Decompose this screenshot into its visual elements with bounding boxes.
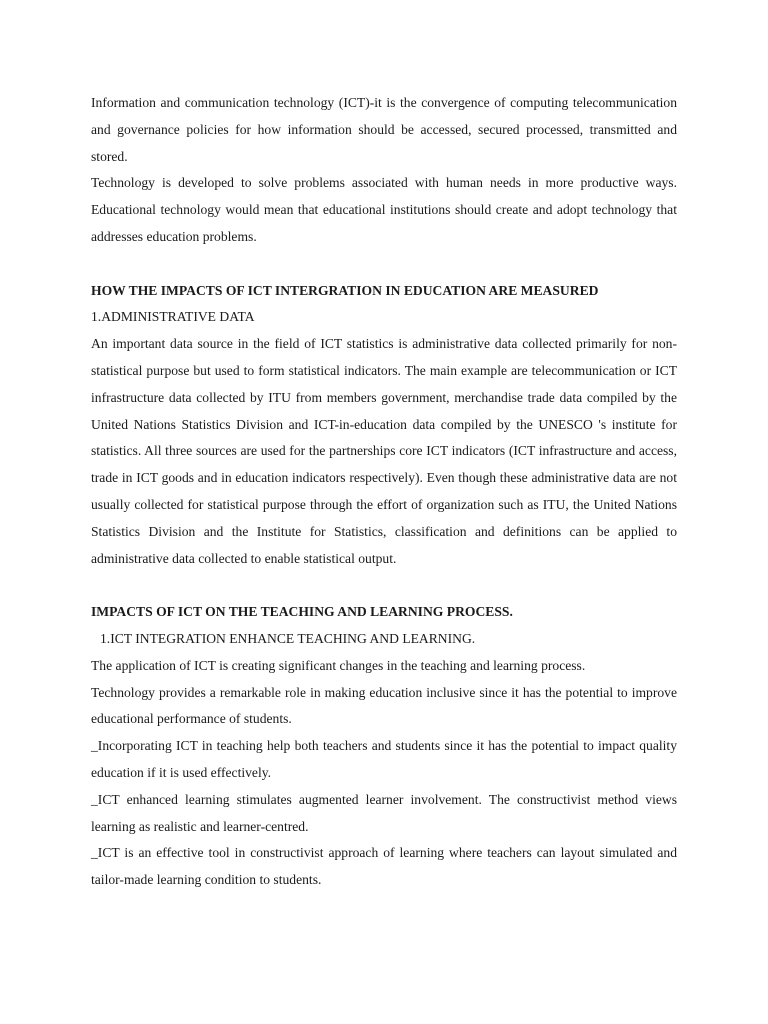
section-2-paragraph: _Incorporating ICT in teaching help both teachers and students since it has the potential to impact quality education if it is used effectively. bbox=[91, 738, 677, 780]
section-1-heading: HOW THE IMPACTS OF ICT INTERGRATION IN EDUCATION ARE MEASURED bbox=[91, 282, 599, 298]
spacer bbox=[91, 572, 677, 599]
section-1-body: An important data source in the field of ICT statistics is administrative data collected primarily for non-statistical purpose but used to form statistical indicators. The main example are telecommunication or ICT infrastructure data collected by ITU from members government, merchandise trade data compiled by the United Nations Statistics Division and ICT-in-education data compiled by the UNESCO 's institute for statistics. All three sources are used for the partnerships core ICT indicators (ICT infrastructure and access, trade in ICT goods and in education indicators respectively). Even though these administrative data are not usually collected for statistical purpose through the effort of organization such as ITU, the United Nations Statistics Division and the Institute for Statistics, classification and definitions can be applied to administrative data collected to enable statistical output. bbox=[91, 336, 677, 566]
intro-paragraph-1: Information and communication technology (ICT)-it is the convergence of computing telecommunication and governance policies for how information should be accessed, secured processed, transmitted and stored. bbox=[91, 95, 677, 164]
spacer bbox=[91, 251, 677, 278]
document-page bbox=[91, 90, 677, 894]
section-2-paragraph: Technology provides a remarkable role in making education inclusive since it has the potential to improve educational performance of students. bbox=[91, 684, 677, 727]
section-2-paragraph: _ICT is an effective tool in constructivist approach of learning where teachers can layout simulated and tailor-made learning condition to students. bbox=[91, 845, 677, 888]
intro-paragraph-2: Technology is developed to solve problems associated with human needs in more productive ways. Educational technology would mean that educational institutions should create and adopt technology that addresses education problems. bbox=[91, 175, 677, 244]
section-2-subheading: 1.ICT INTEGRATION ENHANCE TEACHING AND LEARNING. bbox=[100, 630, 476, 646]
section-1-subheading: 1.ADMINISTRATIVE DATA bbox=[91, 309, 255, 325]
section-2-paragraph: _ICT enhanced learning stimulates augmented learner involvement. The constructivist method views learning as realistic and learner-centred. bbox=[91, 791, 677, 834]
section-2-heading: IMPACTS OF ICT ON THE TEACHING AND LEARNING PROCESS. bbox=[91, 604, 513, 620]
section-2-paragraph: The application of ICT is creating significant changes in the teaching and learning process. bbox=[91, 657, 586, 673]
